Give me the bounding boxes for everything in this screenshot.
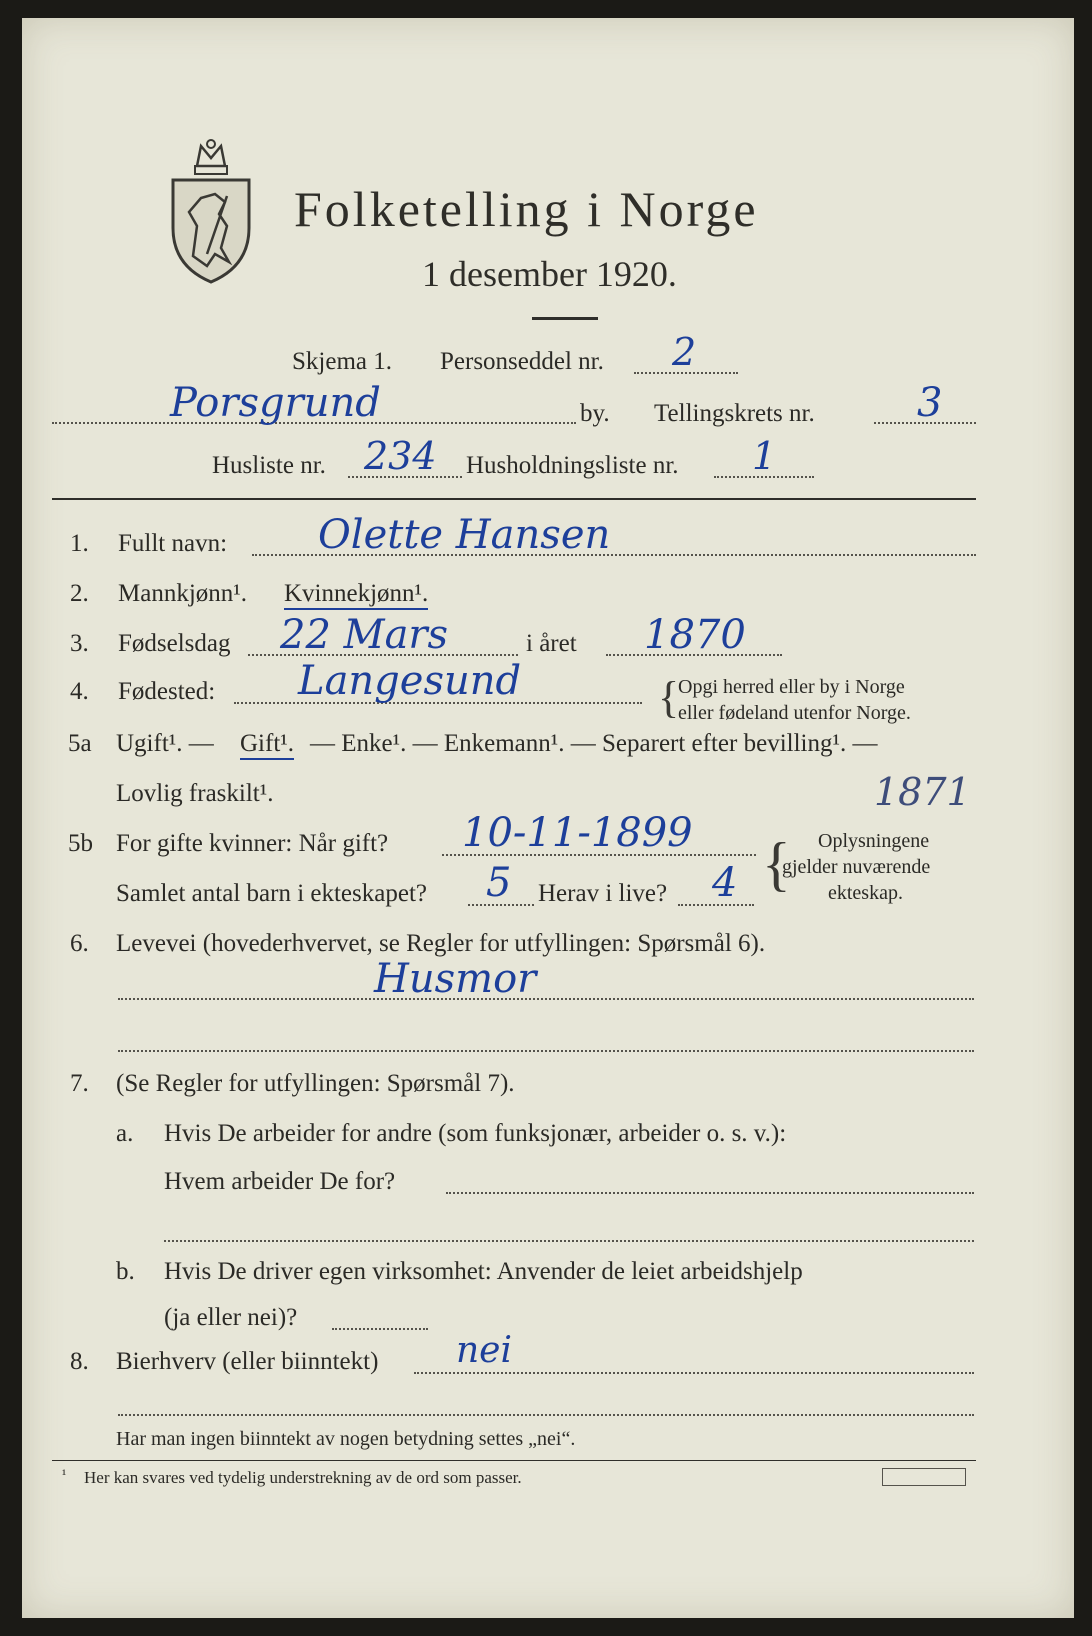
husholdning-value[interactable]: 1 <box>752 434 777 478</box>
q7b-question: (ja eller nei)? <box>164 1304 298 1331</box>
personseddel-label: Personseddel nr. <box>440 348 604 375</box>
q8-line-1 <box>414 1372 974 1374</box>
q4-number: 4. <box>70 678 89 705</box>
q2-number: 2. <box>70 580 89 607</box>
q8-number: 8. <box>70 1348 89 1375</box>
q6-line-2 <box>118 1050 974 1052</box>
city-value[interactable]: Porsgrund <box>170 380 381 426</box>
q4-label: Fødested: <box>118 678 216 705</box>
q7b-line[interactable] <box>332 1328 428 1330</box>
q1-number: 1. <box>70 530 89 557</box>
footnote-mark: ¹ <box>62 1468 67 1483</box>
husholdning-label: Husholdningsliste nr. <box>466 452 679 479</box>
q5a-margin-note: 1871 <box>874 770 971 814</box>
q5b-number: 5b <box>68 830 93 857</box>
q3-number: 3. <box>70 630 89 657</box>
form-title: Folketelling i Norge <box>294 181 759 237</box>
footer-rule <box>52 1460 976 1461</box>
q5b-alive-label: Herav i live? <box>538 880 668 907</box>
q8-line-2 <box>118 1414 974 1416</box>
q5a-line2: Lovlig fraskilt¹. <box>116 780 274 807</box>
q7-label: (Se Regler for utfyllingen: Spørsmål 7). <box>116 1070 515 1097</box>
q5a-ugift: Ugift¹. — <box>116 730 214 757</box>
coat-of-arms-icon <box>167 136 255 286</box>
q7a-text: Hvis De arbeider for andre (som funksjonær, arbeider o. s. v.): <box>164 1120 787 1147</box>
footer-note: Har man ingen biinntekt av nogen betydning settes „nei“. <box>116 1428 576 1450</box>
q6-number: 6. <box>70 930 89 957</box>
q5a-rest: — Enke¹. — Enkemann¹. — Separert efter bevilling¹. — <box>310 730 878 757</box>
header-rule <box>52 498 976 500</box>
q1-label: Fullt navn: <box>118 530 228 557</box>
census-form <box>22 18 1074 1618</box>
printer-stamp <box>882 1468 966 1486</box>
q7a-letter: a. <box>116 1120 134 1147</box>
personseddel-value[interactable]: 2 <box>672 330 697 374</box>
q3-label: Fødselsdag <box>118 630 231 657</box>
census-date: 1 desember 1920. <box>422 254 677 294</box>
footnote-text: Her kan svares ved tydelig understrekning av de ord som passer. <box>84 1468 522 1487</box>
q5b-children-label: Samlet antal barn i ekteskapet? <box>116 880 427 907</box>
q7a-line-1[interactable] <box>446 1192 974 1194</box>
q5b-note-2: gjelder nuværende <box>782 856 931 878</box>
q3-year-value[interactable]: 1870 <box>644 612 746 658</box>
q5b-note-3: ekteskap. <box>828 882 903 904</box>
q5a-number: 5a <box>68 730 92 757</box>
q2-male: Mannkjønn¹. <box>118 580 248 607</box>
q4-note-1: Opgi herred eller by i Norge <box>678 676 905 698</box>
husliste-value[interactable]: 234 <box>364 434 437 478</box>
q5b-brace: { <box>762 831 791 897</box>
q5a-gift[interactable]: Gift¹. <box>240 730 294 760</box>
q8-value[interactable]: nei <box>456 1330 513 1371</box>
q5b-note-1: Oplysningene <box>818 830 930 852</box>
q5b-label: For gifte kvinner: Når gift? <box>116 830 389 857</box>
q7a-question: Hvem arbeider De for? <box>164 1168 396 1195</box>
q6-label: Levevei (hovederhvervet, se Regler for utfyllingen: Spørsmål 6). <box>116 930 766 957</box>
tellingskrets-label: Tellingskrets nr. <box>654 400 815 427</box>
q5b-children-value[interactable]: 5 <box>486 860 512 906</box>
q7b-text: Hvis De driver egen virksomhet: Anvender de leiet arbeidshjelp <box>164 1258 803 1285</box>
q5b-married-value[interactable]: 10-11-1899 <box>462 810 693 856</box>
q6-value[interactable]: Husmor <box>374 956 537 1002</box>
schema-label: Skjema 1. <box>292 348 392 375</box>
q4-brace: { <box>658 673 680 722</box>
q5b-alive-value[interactable]: 4 <box>712 860 738 906</box>
q4-note-2: eller fødeland utenfor Norge. <box>678 702 911 724</box>
q7-number: 7. <box>70 1070 89 1097</box>
q2-female[interactable]: Kvinnekjønn¹. <box>284 580 428 610</box>
q1-value[interactable]: Olette Hansen <box>318 512 611 558</box>
q8-label: Bierhverv (eller biinntekt) <box>116 1348 379 1375</box>
q3-day-value[interactable]: 22 Mars <box>280 612 449 658</box>
husliste-label: Husliste nr. <box>212 452 326 479</box>
q7a-line-2[interactable] <box>164 1240 974 1242</box>
q7b-letter: b. <box>116 1258 135 1285</box>
q6-line-1 <box>118 998 974 1000</box>
title-divider <box>532 317 598 320</box>
by-label: by. <box>580 400 610 427</box>
q4-value[interactable]: Langesund <box>298 658 522 704</box>
tellingskrets-value[interactable]: 3 <box>917 380 943 426</box>
q3-year-label: i året <box>526 630 577 657</box>
